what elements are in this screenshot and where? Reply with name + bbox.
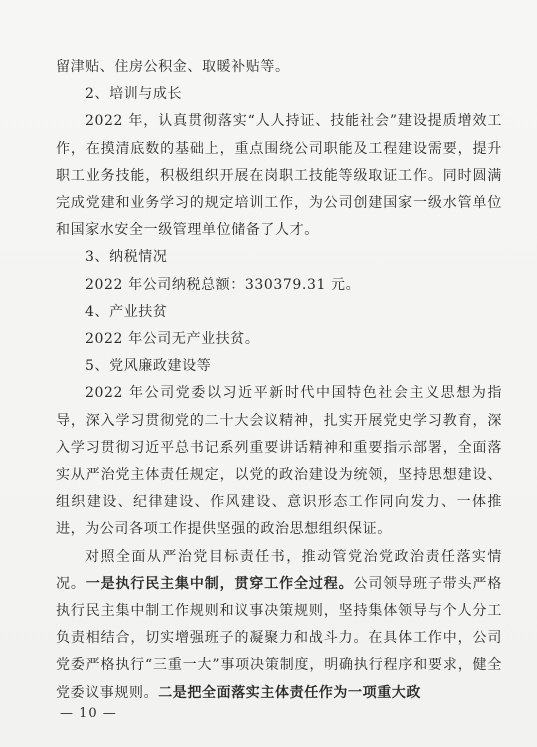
paragraph-tax: 2022 年公司纳税总额：330379.31 元。 (85, 276, 361, 293)
responsibility-point-two: 二是把全面落实主体责任作为一项重大政 (158, 684, 422, 701)
paragraph-allowance: 留津贴、住房公积金、取暖补贴等。 (56, 59, 290, 75)
responsibility-point-one: 一是执行民主集中制，贯穿工作全过程。 (85, 575, 354, 592)
section-heading-training: 2、培训与成长 (85, 86, 183, 103)
section-heading-party: 5、党风廉政建设等 (85, 358, 212, 375)
paragraph-responsibility (56, 544, 502, 707)
paragraph-training: 2022 年，认真贯彻落实“人人持证、技能社会”建设提质增效工作，在摸清底数的基础上，重点围绕公司职能及工程建设需要，提升职工业务技能，积极组织开展在岗职工技能等级取证工作。同时圆满完成党建和业务学习的规定培训工作，为公司创建国家一级水管单位和国家水安全一级管理单位储备了人才。 (56, 113, 502, 239)
paragraph-poverty: 2022 年公司无产业扶贫。 (85, 331, 260, 348)
section-heading-tax: 3、纳税情况 (85, 249, 168, 266)
document-body (56, 54, 502, 707)
responsibility-detail: 公司领导班子带头严格执行民主集中制工作规则和议事决策规则，坚持集体领导与个人分工负责相结合，切实增强班子的凝聚力和战斗力。在具体工作中，公司党委严格执行“三重一大”事项决策制度，明确执行程序和要求，健全党委议事规则。 (56, 575, 503, 701)
paragraph-party: 2022 年公司党委以习近平新时代中国特色社会主义思想为指导，深入学习贯彻党的二十大会议精神，扎实开展党史学习教育，深入学习贯彻习近平总书记系列重要讲话精神和重要指示部署，全面落实从严治党主体责任规定，以党的政治建设为统领，坚持思想建设、组织建设、纪律建设、作风建设、意识形态工作同向发力、一体推进，为公司各项工作提供坚强的政治思想组织保证。 (56, 385, 502, 538)
responsibility-intro: 对照全面从严治党目标责任书，推动管党治党政治责任落实情况。 (56, 548, 502, 592)
page-number: — 10 — (60, 706, 117, 721)
section-heading-poverty: 4、产业扶贫 (85, 303, 168, 320)
